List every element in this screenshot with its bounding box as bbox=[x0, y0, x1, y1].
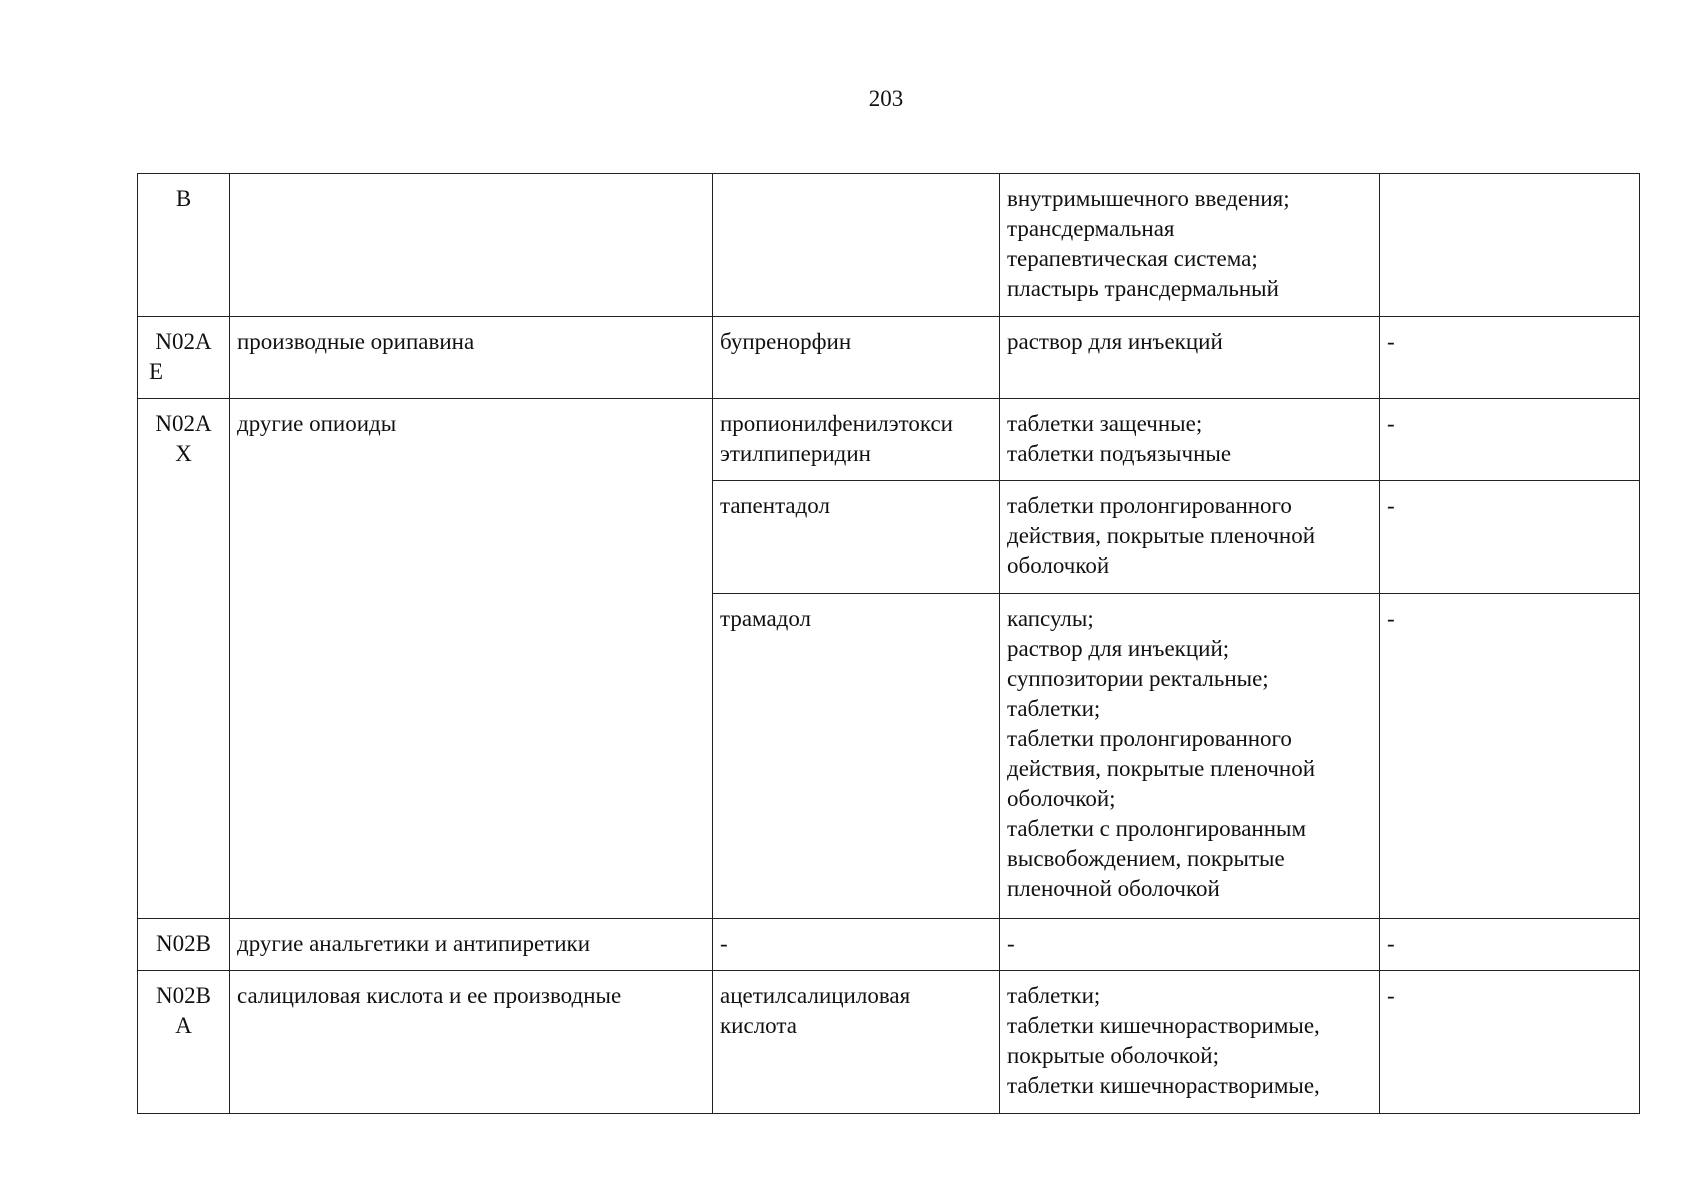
dosage-form-line: суппозитории ректальные; bbox=[1007, 666, 1269, 691]
group-name: салициловая кислота и ее производные bbox=[237, 983, 622, 1008]
drug-name: кислота bbox=[720, 1013, 797, 1038]
drug-name: трамадол bbox=[720, 606, 812, 631]
dosage-form-line: таблетки кишечнорастворимые, bbox=[1007, 1073, 1320, 1098]
dosage-form-line: раствор для инъекций bbox=[1007, 329, 1223, 354]
group-cell bbox=[230, 399, 713, 919]
drug-name: этилпиперидин bbox=[720, 441, 871, 466]
page-number: 203 bbox=[868, 86, 904, 111]
drug-name: тапентадол bbox=[720, 493, 830, 518]
atc-code-cell bbox=[138, 174, 230, 317]
drug-table bbox=[137, 173, 1640, 1114]
drug-cell bbox=[713, 317, 1000, 399]
dosage-form-line: таблетки пролонгированного bbox=[1007, 726, 1292, 751]
drug-name: бупренорфин bbox=[720, 329, 852, 354]
dosage-form-line: внутримышечного введения; bbox=[1007, 186, 1290, 211]
note-text: - bbox=[1387, 329, 1395, 354]
dosage-form-line: таблетки; bbox=[1007, 983, 1101, 1008]
drug-cell bbox=[713, 174, 1000, 317]
atc-code-line: N02A bbox=[155, 411, 212, 436]
dosage-form-line: действия, покрытые пленочной bbox=[1007, 756, 1316, 781]
dosage-form-line: таблетки; bbox=[1007, 696, 1101, 721]
dosage-forms-cell bbox=[1000, 174, 1380, 317]
note-text: - bbox=[1387, 931, 1395, 956]
dosage-form-line: покрытые оболочкой; bbox=[1007, 1043, 1219, 1068]
dosage-form-line: оболочкой; bbox=[1007, 786, 1116, 811]
dosage-form-line: капсулы; bbox=[1007, 606, 1094, 631]
drug-name: - bbox=[720, 931, 728, 956]
note-cell bbox=[1380, 399, 1640, 481]
dosage-form-line: таблетки защечные; bbox=[1007, 411, 1203, 436]
dosage-forms-cell bbox=[1000, 594, 1380, 919]
dosage-form-line: - bbox=[1007, 931, 1015, 956]
dosage-form-line: раствор для инъекций; bbox=[1007, 636, 1230, 661]
drug-cell bbox=[713, 481, 1000, 594]
note-cell bbox=[1380, 971, 1640, 1114]
dosage-form-line: оболочкой bbox=[1007, 553, 1110, 578]
atc-code-cell bbox=[138, 399, 230, 919]
table-row bbox=[138, 317, 1640, 399]
atc-code-line: N02B bbox=[156, 931, 211, 956]
note-cell bbox=[1380, 919, 1640, 971]
note-text: - bbox=[1387, 606, 1395, 631]
dosage-form-line: пластырь трансдермальный bbox=[1007, 276, 1279, 301]
note-text: - bbox=[1387, 983, 1395, 1008]
drug-cell bbox=[713, 919, 1000, 971]
dosage-forms-cell bbox=[1000, 919, 1380, 971]
atc-code-cell bbox=[138, 971, 230, 1114]
note-cell bbox=[1380, 174, 1640, 317]
atc-code-cell bbox=[138, 317, 230, 399]
atc-code-line: N02A bbox=[155, 329, 212, 354]
dosage-forms-cell bbox=[1000, 399, 1380, 481]
dosage-form-line: таблетки подъязычные bbox=[1007, 441, 1232, 466]
group-cell bbox=[230, 919, 713, 971]
table-row bbox=[138, 399, 1640, 481]
dosage-forms-cell bbox=[1000, 317, 1380, 399]
dosage-form-line: терапевтическая система; bbox=[1007, 246, 1258, 271]
table-row bbox=[138, 174, 1640, 317]
atc-code-line: A bbox=[175, 1013, 192, 1038]
dosage-form-line: действия, покрытые пленочной bbox=[1007, 523, 1316, 548]
dosage-form-line: высвобождением, покрытые bbox=[1007, 846, 1285, 871]
dosage-forms-cell bbox=[1000, 481, 1380, 594]
atc-code-line: X bbox=[175, 441, 192, 466]
atc-code-cell bbox=[138, 919, 230, 971]
atc-code-line: N02B bbox=[156, 983, 211, 1008]
group-cell bbox=[230, 971, 713, 1114]
table-row bbox=[138, 971, 1640, 1114]
dosage-form-line: таблетки кишечнорастворимые, bbox=[1007, 1013, 1320, 1038]
dosage-forms-cell bbox=[1000, 971, 1380, 1114]
dosage-form-line: пленочной оболочкой bbox=[1007, 876, 1220, 901]
group-name: производные орипавина bbox=[237, 329, 475, 354]
drug-cell bbox=[713, 399, 1000, 481]
dosage-form-line: трансдермальная bbox=[1007, 216, 1175, 241]
note-cell bbox=[1380, 481, 1640, 594]
drug-cell bbox=[713, 971, 1000, 1114]
group-name: другие опиоиды bbox=[237, 411, 397, 436]
drug-name: ацетилсалициловая bbox=[720, 983, 911, 1008]
note-text: - bbox=[1387, 411, 1395, 436]
atc-code-line: В bbox=[175, 186, 192, 211]
group-cell bbox=[230, 317, 713, 399]
note-cell bbox=[1380, 594, 1640, 919]
dosage-form-line: таблетки с пролонгированным bbox=[1007, 816, 1307, 841]
note-cell bbox=[1380, 317, 1640, 399]
drug-name: пропионилфенилэтокси bbox=[720, 411, 953, 436]
drug-cell bbox=[713, 594, 1000, 919]
table-row bbox=[138, 919, 1640, 971]
group-name: другие анальгетики и антипиретики bbox=[237, 931, 591, 956]
dosage-form-line: таблетки пролонгированного bbox=[1007, 493, 1292, 518]
group-cell bbox=[230, 174, 713, 317]
note-text: - bbox=[1387, 493, 1395, 518]
atc-code-line: E bbox=[149, 359, 164, 384]
